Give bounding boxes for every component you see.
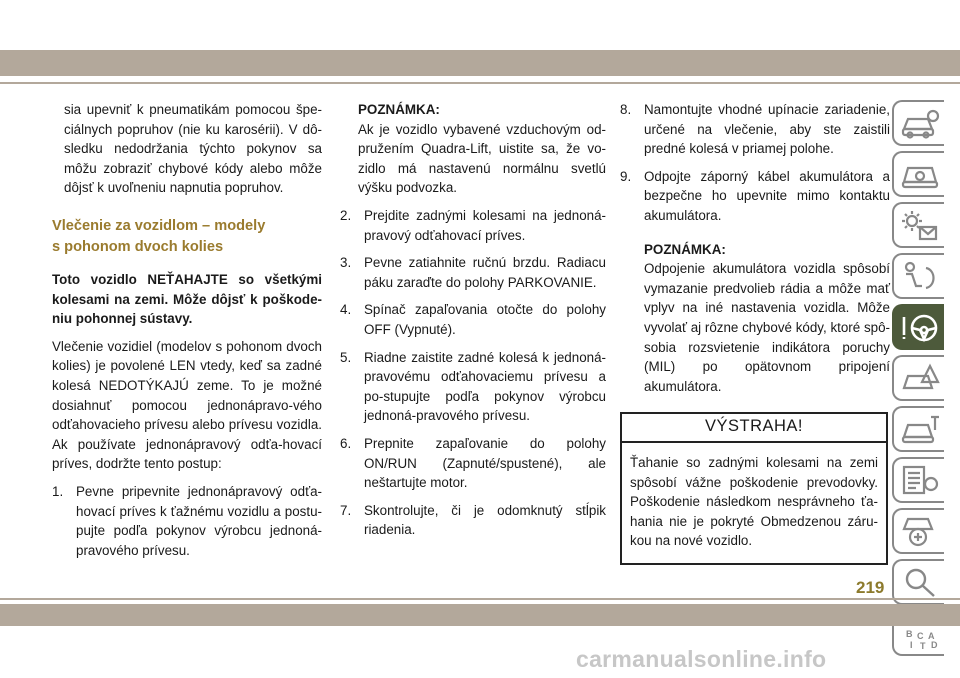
index-letter: C bbox=[917, 631, 924, 641]
footer-band bbox=[0, 604, 960, 626]
tab-specifications[interactable] bbox=[892, 457, 944, 503]
steps-list-1 bbox=[52, 482, 322, 560]
step-text: Odpojte záporný kábel akumulátora a bezpečne ho upevnite mimo kontaktu akumulátora. bbox=[644, 168, 890, 223]
airbag-safety-icon bbox=[900, 260, 940, 294]
note-title: POZNÁMKA: bbox=[358, 102, 440, 117]
list-item bbox=[620, 100, 890, 159]
car-dashboard-icon bbox=[900, 158, 940, 192]
header-band bbox=[0, 50, 960, 76]
step-text: Namontujte vhodné upínacie zariadenie, určené na vlečenie, aby ste zaistili predné kolesá v priamej polohe. bbox=[644, 102, 890, 157]
step-number: 2. bbox=[340, 207, 352, 223]
footer-rule bbox=[0, 598, 960, 600]
step-text: Riadne zaistite zadné kolesá k jednoná-pravovému odťahovaciemu prívesu a po-stupujte podľa pokynov výrobcu jednoná-pravového prívesu. bbox=[364, 349, 606, 424]
step-text: Skontrolujte, či je odomknutý stĺpik riadenia. bbox=[364, 502, 606, 538]
section-title bbox=[52, 216, 322, 258]
list-item bbox=[340, 348, 606, 426]
list-item bbox=[340, 253, 606, 292]
tab-car-service[interactable] bbox=[892, 406, 944, 452]
page-number: 219 bbox=[856, 578, 885, 597]
step-text: Pevne zatiahnite ručnú brzdu. Radiacu páku zaraďte do polohy PARKOVANIE. bbox=[364, 255, 606, 290]
bold-warning-paragraph: Toto vozidlo NEŤAHAJTE so všetkými kolesami na zemi. Môže dôjsť k poškode-niu pohonnej sústavy. bbox=[52, 271, 322, 327]
warning-title: VÝSTRAHA! bbox=[622, 414, 886, 443]
note-block bbox=[340, 100, 606, 198]
note-block bbox=[620, 240, 890, 397]
warning-text: Ťahanie so zadnými kolesami na zemi spôsobí vážne poškodenie prevodovky. Poškodenie následkom nesprávneho ťa-hania nie je pokryté Obmedzenou záru-kou na nové vozidlo. bbox=[630, 454, 878, 549]
note-text: Odpojenie akumulátora vozidla spôsobí vymazanie predvolieb rádia a môže mať vplyv na iné nastavenia vozidla. Môže vyvolať aj rôzne chybové kódy, ktoré spô-sobia rozsvietenie indikátora poruchy (MIL) po opätovnom pripojení akumulátora. bbox=[644, 261, 890, 394]
index-letter: D bbox=[931, 640, 938, 650]
watermark: carmanualsonline.info bbox=[576, 646, 827, 672]
column-left bbox=[52, 100, 322, 560]
tab-car-info[interactable] bbox=[892, 100, 944, 146]
list-item bbox=[340, 300, 606, 339]
step-number: 8. bbox=[620, 102, 632, 117]
body-paragraph: Vlečenie vozidiel (modelov s pohonom dvoch kolies) je povolené LEN vtedy, keď sa zadné kolesá NEDOTÝKAJÚ zeme. To je možné dosiahnuť pomocou jednonápravo-vého odťahovacieho prívesu alebo prívesu vozidla. Ak používate jednonápravový odťa-hovací príves, dodržte tento postup: bbox=[52, 338, 322, 472]
section-title-line-2: s pohonom dvoch kolies bbox=[52, 238, 224, 255]
index-letter: T bbox=[920, 641, 926, 651]
magnifier-icon bbox=[900, 566, 940, 600]
car-info-icon bbox=[900, 107, 940, 141]
step-text: Pevne pripevnite jednonápravový odťa-hovací príves k ťažnému vozidlu a postu-pujte podľa pokynov výrobcu jednoná-pravového prívesu. bbox=[76, 483, 322, 558]
list-item bbox=[52, 482, 322, 560]
list-item bbox=[340, 206, 606, 245]
list-item bbox=[340, 501, 606, 540]
list-item bbox=[620, 167, 890, 226]
list-item bbox=[340, 434, 606, 493]
specifications-icon bbox=[900, 464, 940, 498]
step-number: 9. bbox=[620, 168, 632, 184]
section-title-line-1: Vlečenie za vozidlom – modely bbox=[52, 217, 266, 234]
tab-light-message[interactable] bbox=[892, 202, 944, 248]
step-number: 1. bbox=[52, 483, 64, 499]
note-text: Ak je vozidlo vybavené vzduchovým od-pružením Quadra-Lift, uistite sa, že vo-zidlo má nastavenú normálnu svetlú výšku podvozka. bbox=[358, 121, 606, 196]
index-letter: I bbox=[910, 640, 913, 650]
step-number: 4. bbox=[340, 302, 352, 318]
car-service-icon bbox=[900, 413, 940, 447]
light-message-icon bbox=[900, 209, 940, 243]
multimedia-icon bbox=[900, 515, 940, 549]
step-text: Prejdite zadnými kolesami na jednoná-pravový odťahovací príves. bbox=[364, 207, 606, 243]
step-number: 7. bbox=[340, 502, 352, 518]
step-number: 6. bbox=[340, 435, 352, 451]
column-middle bbox=[340, 100, 606, 540]
steering-wheel-icon bbox=[900, 311, 940, 345]
step-number: 3. bbox=[340, 255, 352, 271]
steps-list-2 bbox=[340, 206, 606, 540]
tab-warning-triangle[interactable] bbox=[892, 355, 944, 401]
tab-multimedia[interactable] bbox=[892, 508, 944, 554]
chapter-tabs bbox=[892, 100, 944, 661]
step-number: 5. bbox=[340, 349, 352, 365]
step-text: Spínač zapaľovania otočte do polohy OFF (Vypnuté). bbox=[364, 302, 606, 337]
intro-paragraph: sia upevniť k pneumatikám pomocou špe-ciálnych popruhov (nie ku karosérii). V dô-sledku nedodržania týchto pokynov sa môžu zobraziť chybové kódy alebo môže dôjsť k uvoľneniu napnutia popruhov. bbox=[64, 102, 322, 196]
header-rule bbox=[0, 82, 960, 84]
column-right bbox=[620, 100, 890, 565]
warning-triangle-icon bbox=[900, 362, 940, 396]
step-text: Prepnite zapaľovanie do polohy ON/RUN (Zapnuté/spustené), ale neštartujte motor. bbox=[364, 435, 606, 491]
index-letter: B bbox=[906, 629, 913, 639]
steps-list-3 bbox=[620, 100, 890, 226]
tab-steering-wheel[interactable] bbox=[892, 304, 944, 350]
note-title: POZNÁMKA: bbox=[644, 241, 726, 257]
tab-car-dashboard[interactable] bbox=[892, 151, 944, 197]
tab-airbag-safety[interactable] bbox=[892, 253, 944, 299]
index-letter: A bbox=[928, 631, 935, 641]
warning-box bbox=[620, 412, 888, 565]
